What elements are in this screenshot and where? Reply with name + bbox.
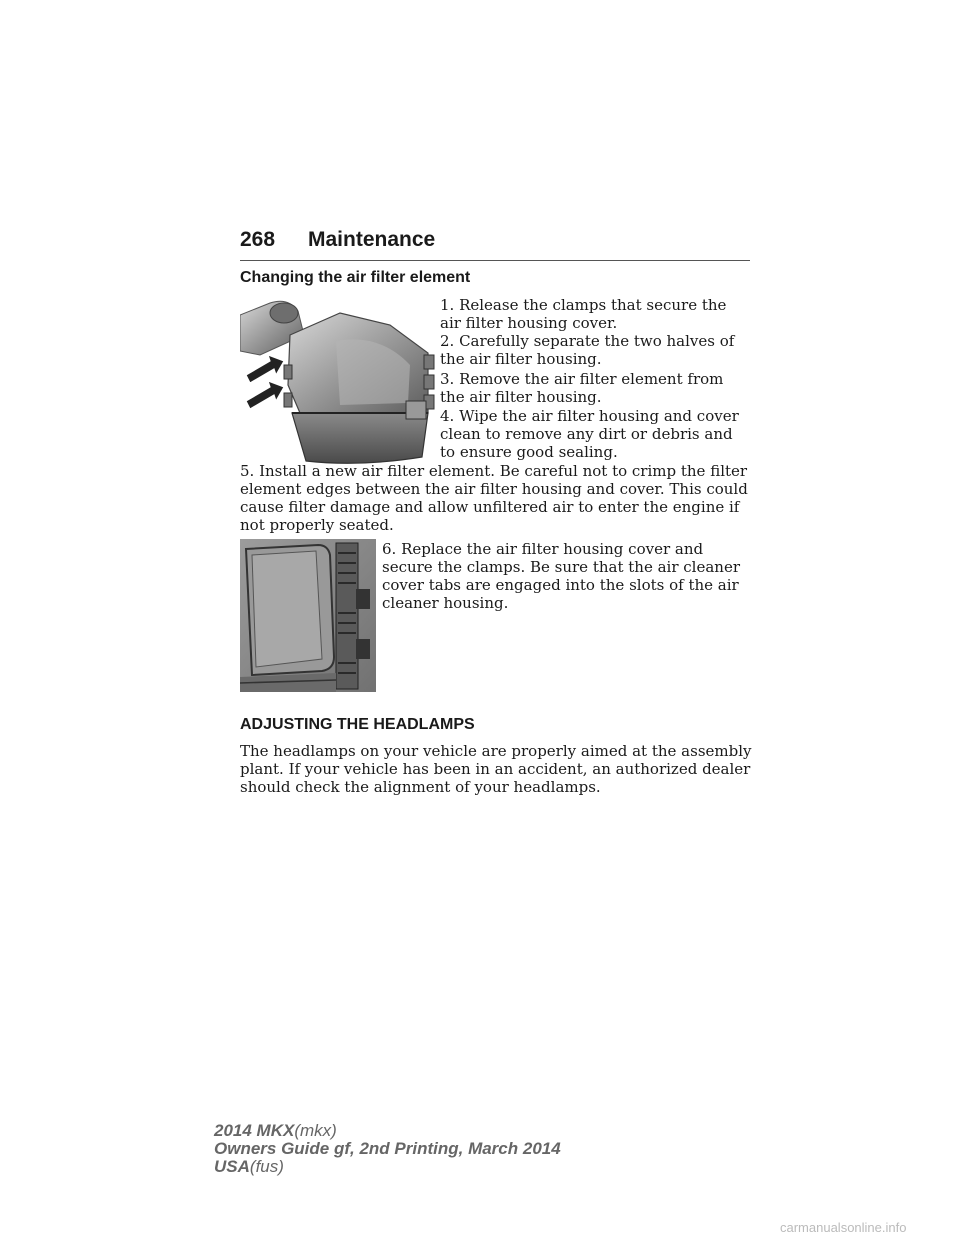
page-header	[240, 228, 750, 262]
step-5: 5. Install a new air filter element. Be careful not to crimp the filter element edges between the air filter housing and cover. This could cause filter damage and allow unfiltered air to enter the engine if not properly seated.	[240, 462, 748, 534]
header-divider	[240, 260, 750, 261]
page-footer	[214, 1122, 561, 1176]
section-title: Maintenance	[308, 228, 436, 251]
step-2: 2. Carefully separate the two halves of the air filter housing.	[440, 332, 735, 368]
headlamps-heading: ADJUSTING THE HEADLAMPS	[240, 716, 475, 733]
footer-model-code: (mkx)	[294, 1121, 337, 1140]
step-4: 4. Wipe the air filter housing and cover clean to remove any dirt or debris and to ensure good sealing.	[440, 407, 739, 461]
footer-model: 2014 MKX	[214, 1121, 295, 1140]
step-1: 1. Release the clamps that secure the air filter housing cover.	[440, 296, 727, 332]
step-3: 3. Remove the air filter element from the air filter housing.	[440, 370, 724, 406]
watermark: carmanualsonline.info	[780, 1220, 907, 1235]
cover-tabs-illustration	[240, 539, 376, 692]
step-6: 6. Replace the air filter housing cover and secure the clamps. Be sure that the air cleaner cover tabs are engaged into the slots of the air cleaner housing.	[382, 540, 740, 612]
footer-guide: Owners Guide gf, 2nd Printing, March 2014	[214, 1139, 561, 1158]
page-number: 268	[240, 228, 276, 251]
footer-region-code: (fus)	[249, 1157, 284, 1176]
air-filter-housing-illustration	[240, 295, 436, 467]
headlamps-body: The headlamps on your vehicle are properly aimed at the assembly plant. If your vehicle has been in an accident, an authorized dealer should check the alignment of your headlamps.	[240, 742, 752, 796]
air-filter-heading: Changing the air filter element	[240, 269, 471, 286]
footer-region: USA	[214, 1157, 250, 1176]
